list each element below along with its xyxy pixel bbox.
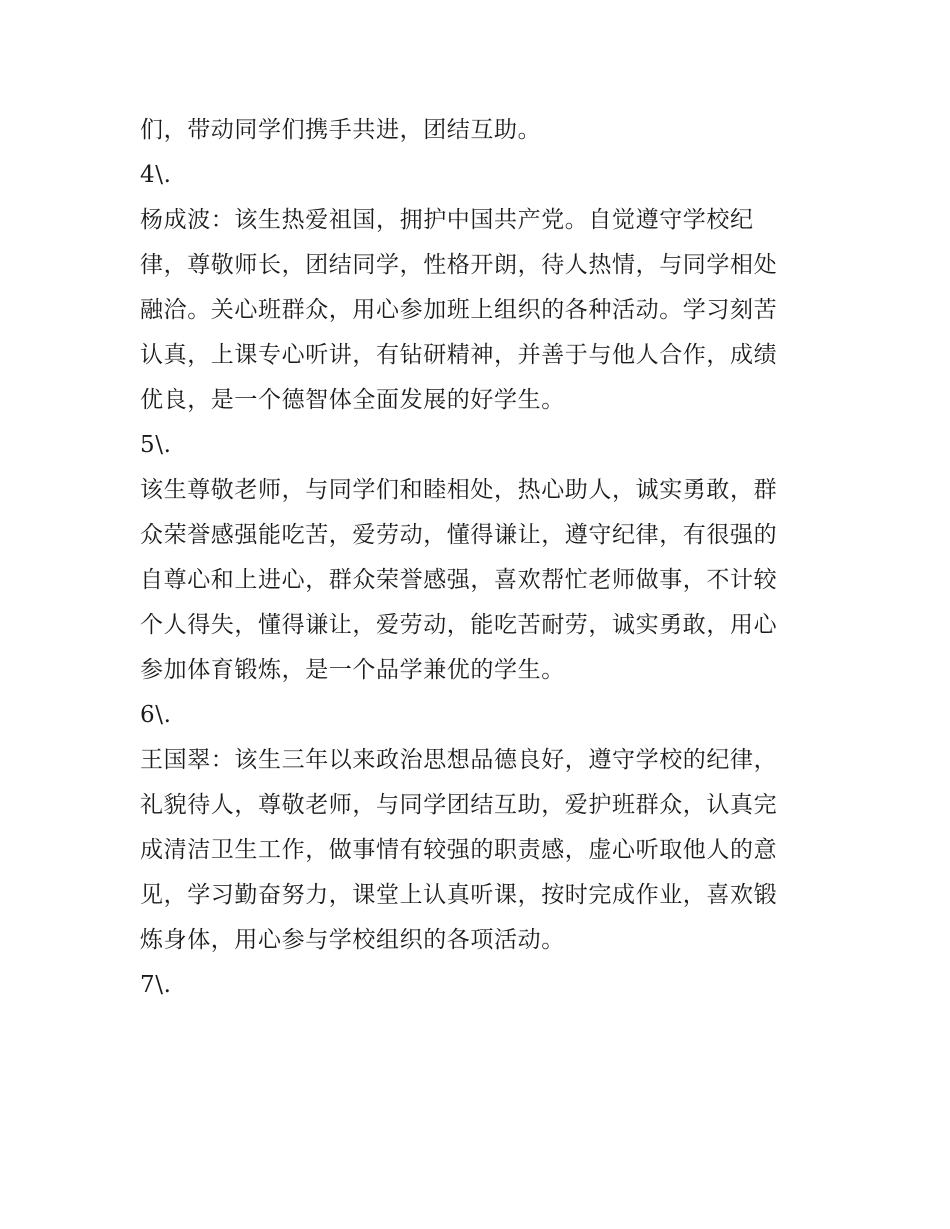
item-number: 5\.	[140, 432, 172, 458]
document-body	[140, 108, 820, 1008]
text-line: 个人得失，懂得谦让，爱劳动，能吃苦耐劳，诚实勇敢，用心	[140, 612, 778, 638]
text-line: 该生尊敬老师，与同学们和睦相处，热心助人，诚实勇敢，群	[140, 477, 778, 503]
text-line: 认真，上课专心听讲，有钻研精神，并善于与他人合作，成绩	[140, 342, 778, 368]
item-number: 4\.	[140, 162, 172, 188]
text-line: 融洽。关心班群众，用心参加班上组织的各种活动。学习刻苦	[140, 297, 778, 323]
item-number: 6\.	[140, 702, 172, 728]
item-number: 7\.	[140, 972, 172, 998]
text-line: 王国翠：该生三年以来政治思想品德良好，遵守学校的纪律，	[140, 747, 778, 773]
text-line: 见，学习勤奋努力，课堂上认真听课，按时完成作业，喜欢锻	[140, 882, 778, 908]
text-line: 自尊心和上进心，群众荣誉感强，喜欢帮忙老师做事，不计较	[140, 567, 778, 593]
text-line: 炼身体，用心参与学校组织的各项活动。	[140, 927, 565, 953]
text-line: 成清洁卫生工作，做事情有较强的职责感，虚心听取他人的意	[140, 837, 778, 863]
text-line: 礼貌待人，尊敬老师，与同学团结互助，爱护班群众，认真完	[140, 792, 778, 818]
text-line: 杨成波：该生热爱祖国，拥护中国共产党。自觉遵守学校纪	[140, 207, 754, 233]
text-line: 优良，是一个德智体全面发展的好学生。	[140, 387, 565, 413]
text-line: 众荣誉感强能吃苦，爱劳动，懂得谦让，遵守纪律，有很强的	[140, 522, 778, 548]
text-line: 们，带动同学们携手共进，团结互助。	[140, 117, 542, 143]
text-line: 参加体育锻炼，是一个品学兼优的学生。	[140, 657, 565, 683]
text-line: 律，尊敬师长，团结同学，性格开朗，待人热情，与同学相处	[140, 252, 778, 278]
